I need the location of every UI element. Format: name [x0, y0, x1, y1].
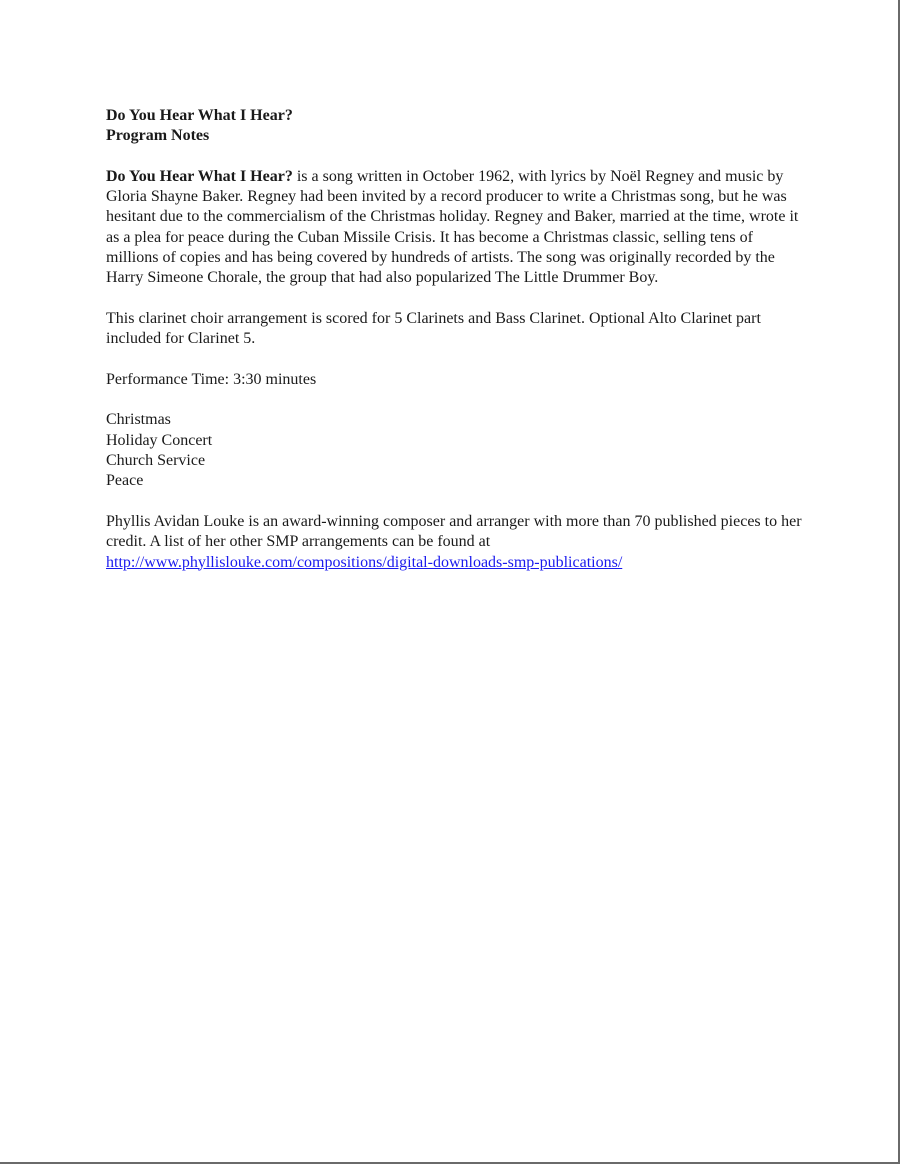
tag-item: Peace — [106, 472, 144, 490]
scoring-paragraph: This clarinet choir arrangement is scored for 5 Clarinets and Bass Clarinet. Optional Alto Clarinet part included for Clarinet 5. — [106, 309, 761, 348]
intro-paragraph — [106, 167, 806, 289]
document-subtitle: Program Notes — [106, 127, 210, 145]
tag-item: Holiday Concert — [106, 431, 213, 449]
intro-song-title: Do You Hear What I Hear? — [106, 167, 293, 185]
tag-item: Christmas — [106, 411, 171, 429]
tag-list — [106, 410, 806, 491]
document-content — [106, 106, 806, 593]
document-title: Do You Hear What I Hear? — [106, 107, 293, 124]
intro-text: is a song written in October 1962, with lyrics by Noël Regney and music by Gloria Shayne Baker. Regney had been invited by a record producer to write a Christmas song, but he was hesitant due to the commercialism of the Christmas holiday. Regney and Baker, married at the time, wrote it as a plea for peace during the Cuban Missile Crisis. It has become a Christmas classic, selling tens of millions of copies and has being covered by hundreds of artists. The song was originally recorded by the Harry Simeone Chorale, the group that had also popularized The Little Drummer Boy. — [106, 167, 799, 287]
composer-text: Phyllis Avidan Louke is an award-winning composer and arranger with more than 70 published pieces to her credit. A list of her other SMP arrangements can be found at — [106, 512, 802, 551]
composer-paragraph — [106, 512, 806, 573]
composer-link[interactable]: http://www.phyllislouke.com/compositions/digital-downloads-smp-publications/ — [106, 553, 623, 571]
document-header — [106, 106, 806, 147]
tag-item: Church Service — [106, 452, 206, 470]
performance-time: Performance Time: 3:30 minutes — [106, 370, 317, 388]
